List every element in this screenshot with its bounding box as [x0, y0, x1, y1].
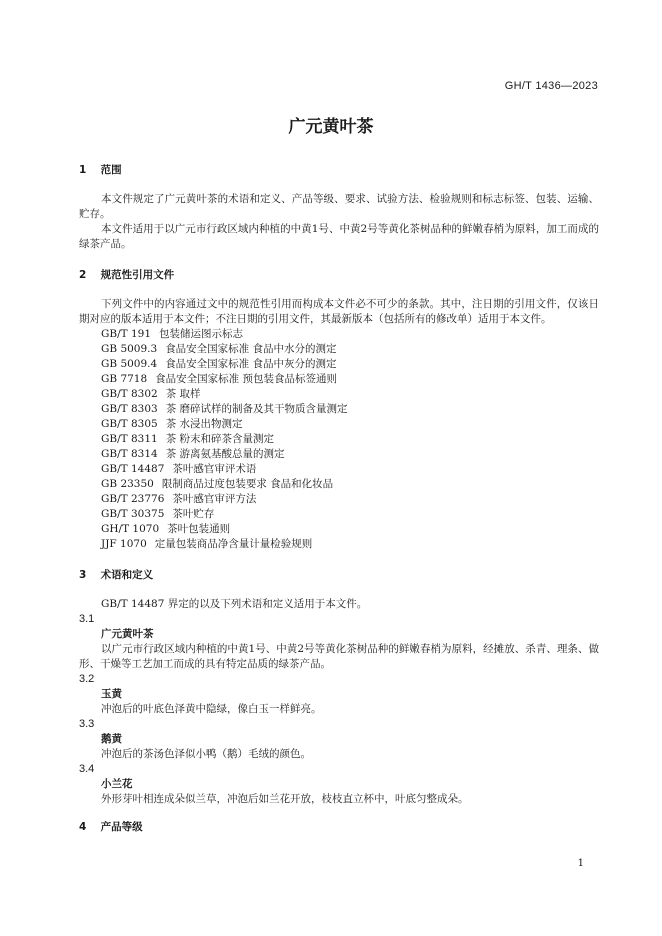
reference-title: 茶 水浸出物测定: [165, 418, 243, 430]
document-title: 广元黄叶茶: [288, 117, 374, 137]
term-number: 3.4: [79, 763, 95, 775]
scope-paragraph-2: 本文件适用于以广元市行政区域内种植的中黄1号、中黄2号等黄化茶树品种的鲜嫩春梢为原料，加工而成的绿茶产品。: [79, 223, 599, 250]
reference-title: 限制商品过度包装要求 食品和化妆品: [161, 478, 334, 490]
term-entry: [79, 762, 599, 807]
reference-id: GB 7718: [101, 373, 148, 385]
reference-item: [79, 507, 599, 522]
section-number: 4: [79, 821, 87, 833]
reference-id: GB/T 8314: [101, 448, 158, 460]
terms-intro: GB/T 14487 界定的以及下列术语和定义适用于本文件。: [101, 598, 368, 610]
reference-title: 茶叶包装通则: [167, 523, 231, 535]
page-number: 1: [577, 858, 584, 869]
reference-item: [79, 342, 599, 357]
reference-title: 茶叶贮存: [172, 508, 215, 520]
reference-id: GB/T 23776: [101, 493, 165, 505]
reference-item: [79, 417, 599, 432]
section-number: 2: [79, 269, 87, 281]
reference-item: [79, 387, 599, 402]
term-number: 3.3: [79, 718, 95, 730]
term-name: 小兰花: [101, 778, 133, 790]
section-title: 产品等级: [100, 821, 143, 833]
reference-title: 茶 取样: [165, 388, 201, 400]
reference-id: JJF 1070: [101, 538, 147, 550]
reference-title: 包装储运图示标志: [159, 328, 244, 340]
reference-item: [79, 357, 599, 372]
term-definition: 冲泡后的叶底色泽黄中隐绿，像白玉一样鲜亮。: [101, 703, 322, 715]
section-number: 1: [79, 164, 87, 176]
reference-item: [79, 402, 599, 417]
reference-id: GB/T 8311: [101, 433, 158, 445]
reference-item: [79, 522, 599, 537]
reference-title: 茶 粉末和碎茶含量测定: [165, 433, 275, 445]
reference-id: GB 5009.4: [101, 358, 158, 370]
term-definition: 冲泡后的茶汤色泽似小鸭（鹅）毛绒的颜色。: [101, 748, 311, 760]
term-name: 玉黄: [101, 688, 122, 700]
reference-title: 定量包装商品净含量计量检验规则: [154, 538, 313, 550]
term-name: 鹅黄: [101, 733, 122, 745]
reference-title: 食品安全国家标准 预包装食品标签通则: [155, 373, 338, 385]
reference-title: 食品安全国家标准 食品中水分的测定: [165, 343, 337, 355]
term-number: 3.1: [79, 613, 95, 625]
reference-id: GB/T 8302: [101, 388, 158, 400]
reference-id: GB/T 30375: [101, 508, 165, 520]
reference-list: [79, 327, 599, 552]
section-number: 3: [79, 569, 87, 581]
reference-title: 茶 游离氨基酸总量的测定: [165, 448, 285, 460]
reference-item: [79, 477, 599, 492]
term-entry: [79, 717, 599, 762]
reference-title: 茶叶感官审评方法: [172, 493, 257, 505]
section-title: 规范性引用文件: [100, 269, 175, 281]
reference-title: 茶叶感官审评术语: [172, 463, 257, 475]
reference-id: GB/T 14487: [101, 463, 165, 475]
section-4-heading: [79, 819, 599, 835]
references-intro: 下列文件中的内容通过文中的规范性引用而构成本文件必不可少的条款。其中，注日期的引用文件，仅该日期对应的版本适用于本文件；不注日期的引用文件，其最新版本（包括所有的修改单）适用于本文件。: [79, 298, 599, 325]
reference-item: [79, 447, 599, 462]
reference-item: [79, 372, 599, 387]
reference-id: GB/T 8305: [101, 418, 158, 430]
reference-id: GH/T 1070: [101, 523, 160, 535]
reference-title: 茶 磨碎试样的制备及其干物质含量测定: [165, 403, 348, 415]
reference-item: [79, 492, 599, 507]
term-number: 3.2: [79, 673, 95, 685]
reference-item: [79, 462, 599, 477]
section-title: 范围: [100, 164, 122, 176]
section-2-heading: [79, 267, 599, 283]
reference-id: GB/T 8303: [101, 403, 158, 415]
reference-item: [79, 432, 599, 447]
reference-title: 食品安全国家标准 食品中灰分的测定: [165, 358, 337, 370]
reference-id: GB/T 191: [101, 328, 152, 340]
section-title: 术语和定义: [100, 569, 154, 581]
term-definition: 外形芽叶相连成朵似兰草，冲泡后如兰花开放，枝枝直立杯中，叶底匀整成朵。: [101, 793, 469, 805]
section-3-heading: [79, 567, 599, 583]
section-1-heading: [79, 162, 599, 178]
document-code: GH/T 1436—2023: [504, 80, 598, 92]
term-entry: [79, 612, 599, 672]
reference-item: [79, 537, 599, 552]
term-name: 广元黄叶茶: [101, 628, 154, 640]
term-definition: 以广元市行政区域内种植的中黄1号、中黄2号等黄化茶树品种的鲜嫩春梢为原料，经摊放、杀青、理条、做形、干燥等工艺加工而成的具有特定品质的绿茶产品。: [79, 643, 599, 670]
scope-paragraph-1: 本文件规定了广元黄叶茶的术语和定义、产品等级、要求、试验方法、检验规则和标志标签、包装、运输、贮存。: [79, 193, 599, 220]
reference-id: GB 5009.3: [101, 343, 158, 355]
document-body: [79, 162, 599, 849]
reference-item: [79, 327, 599, 342]
term-entry: [79, 672, 599, 717]
reference-id: GB 23350: [101, 478, 154, 490]
